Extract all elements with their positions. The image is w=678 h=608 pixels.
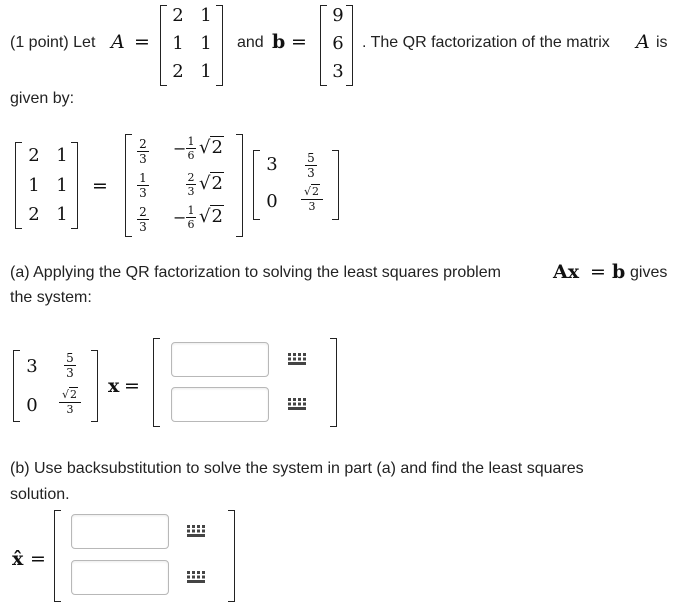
matrix-a-left-bracket <box>160 5 167 86</box>
given-by-text: given by: <box>10 90 75 107</box>
equals-sign: = <box>134 31 150 53</box>
qr-matrix-a-cell: 1 <box>56 204 68 225</box>
solution-text: solution. <box>10 486 70 503</box>
qr-matrix-a-cell: 2 <box>28 145 40 166</box>
gives-text: gives <box>630 264 668 281</box>
is-text: is <box>656 34 668 51</box>
vector-b-symbol: b <box>272 31 286 53</box>
system-r-fraction: √2 3 <box>59 389 81 416</box>
equals-sign: = <box>124 375 140 397</box>
matrix-a-cell: 1 <box>200 61 212 82</box>
system-r-cell: 3 <box>26 356 38 377</box>
matrix-a-cell: 1 <box>172 33 184 54</box>
qr-matrix-a-cell: 1 <box>56 145 68 166</box>
q-cell-fraction: 1 3 <box>137 172 149 199</box>
q-cell-fraction: 2 3 <box>137 206 149 233</box>
answer-b-input-2[interactable] <box>71 560 169 595</box>
r-cell: 0 <box>266 191 278 212</box>
answer-a-right-bracket <box>330 338 337 427</box>
q-cell-sign: − <box>173 139 187 158</box>
r-cell-fraction: √2 3 <box>301 186 323 213</box>
qr-matrix-a-right-bracket <box>71 142 78 229</box>
equals-sign: = <box>291 31 307 53</box>
keyboard-icon[interactable] <box>287 397 309 411</box>
r-cell-fraction: 5 3 <box>305 152 317 179</box>
system-r-fraction: 5 3 <box>64 352 76 379</box>
answer-b-field-1[interactable] <box>72 515 168 548</box>
q-cell-sign: − <box>173 208 187 227</box>
q-cell-fraction: 1 6 <box>187 135 195 162</box>
equals-sign: = <box>590 261 606 283</box>
q-cell-fraction: 2 3 <box>187 171 195 198</box>
qr-matrix-a-cell: 1 <box>28 175 40 196</box>
system-r-cell: 0 <box>26 395 38 416</box>
qr-matrix-a-left-bracket <box>15 142 22 229</box>
matrix-a-cell: 2 <box>172 5 184 26</box>
ax-symbol: Ax <box>553 261 580 283</box>
answer-b-right-bracket <box>228 510 235 602</box>
x-hat-symbol: x̂ <box>12 548 24 570</box>
matrix-a-cell: 1 <box>200 33 212 54</box>
matrix-a-cell: 2 <box>172 61 184 82</box>
system-r-left-bracket <box>13 350 20 422</box>
q-cell-sqrt: √2 <box>199 206 223 227</box>
q-cell-fraction: 2 3 <box>137 138 149 165</box>
q-cell-sqrt: √2 <box>199 137 223 158</box>
system-r-right-bracket <box>91 350 98 422</box>
intro-tail-text: . The QR factorization of the matrix <box>362 34 610 51</box>
answer-b-field-2[interactable] <box>72 561 168 594</box>
intro-points-text: (1 point) Let <box>10 34 96 51</box>
the-system-text: the system: <box>10 289 92 306</box>
answer-a-left-bracket <box>153 338 160 427</box>
x-vector-symbol: x <box>108 375 120 397</box>
answer-b-left-bracket <box>54 510 61 602</box>
r-matrix-right-bracket <box>332 150 339 220</box>
answer-a-input-2[interactable] <box>171 387 269 422</box>
q-cell-sqrt: √2 <box>199 173 223 194</box>
equals-sign: = <box>92 175 108 197</box>
keyboard-icon[interactable] <box>186 524 208 538</box>
answer-a-field-2[interactable] <box>172 388 268 421</box>
answer-a-field-1[interactable] <box>172 343 268 376</box>
equals-sign: = <box>30 548 46 570</box>
matrix-a-symbol: A <box>636 31 650 53</box>
and-text: and <box>237 34 264 51</box>
vector-b-cell: 6 <box>332 33 344 54</box>
r-matrix-left-bracket <box>253 150 260 220</box>
q-matrix-right-bracket <box>236 134 243 237</box>
r-cell: 3 <box>266 154 278 175</box>
part-a-text: (a) Applying the QR factorization to solving the least squares problem <box>10 264 501 281</box>
matrix-a-symbol: A <box>111 31 125 53</box>
vector-b-cell: 3 <box>332 61 344 82</box>
q-cell-fraction: 1 6 <box>187 204 195 231</box>
answer-a-input-1[interactable] <box>171 342 269 377</box>
qr-matrix-a-cell: 1 <box>56 175 68 196</box>
part-b-text: (b) Use backsubstitution to solve the system in part (a) and find the least squares <box>10 460 584 477</box>
answer-b-input-1[interactable] <box>71 514 169 549</box>
vector-b-symbol: b <box>612 261 626 283</box>
matrix-a-cell: 1 <box>200 5 212 26</box>
keyboard-icon[interactable] <box>186 570 208 584</box>
q-matrix-left-bracket <box>125 134 132 237</box>
keyboard-icon[interactable] <box>287 352 309 366</box>
matrix-a-right-bracket <box>216 5 223 86</box>
qr-matrix-a-cell: 2 <box>28 204 40 225</box>
vector-b-cell: 9 <box>332 5 344 26</box>
